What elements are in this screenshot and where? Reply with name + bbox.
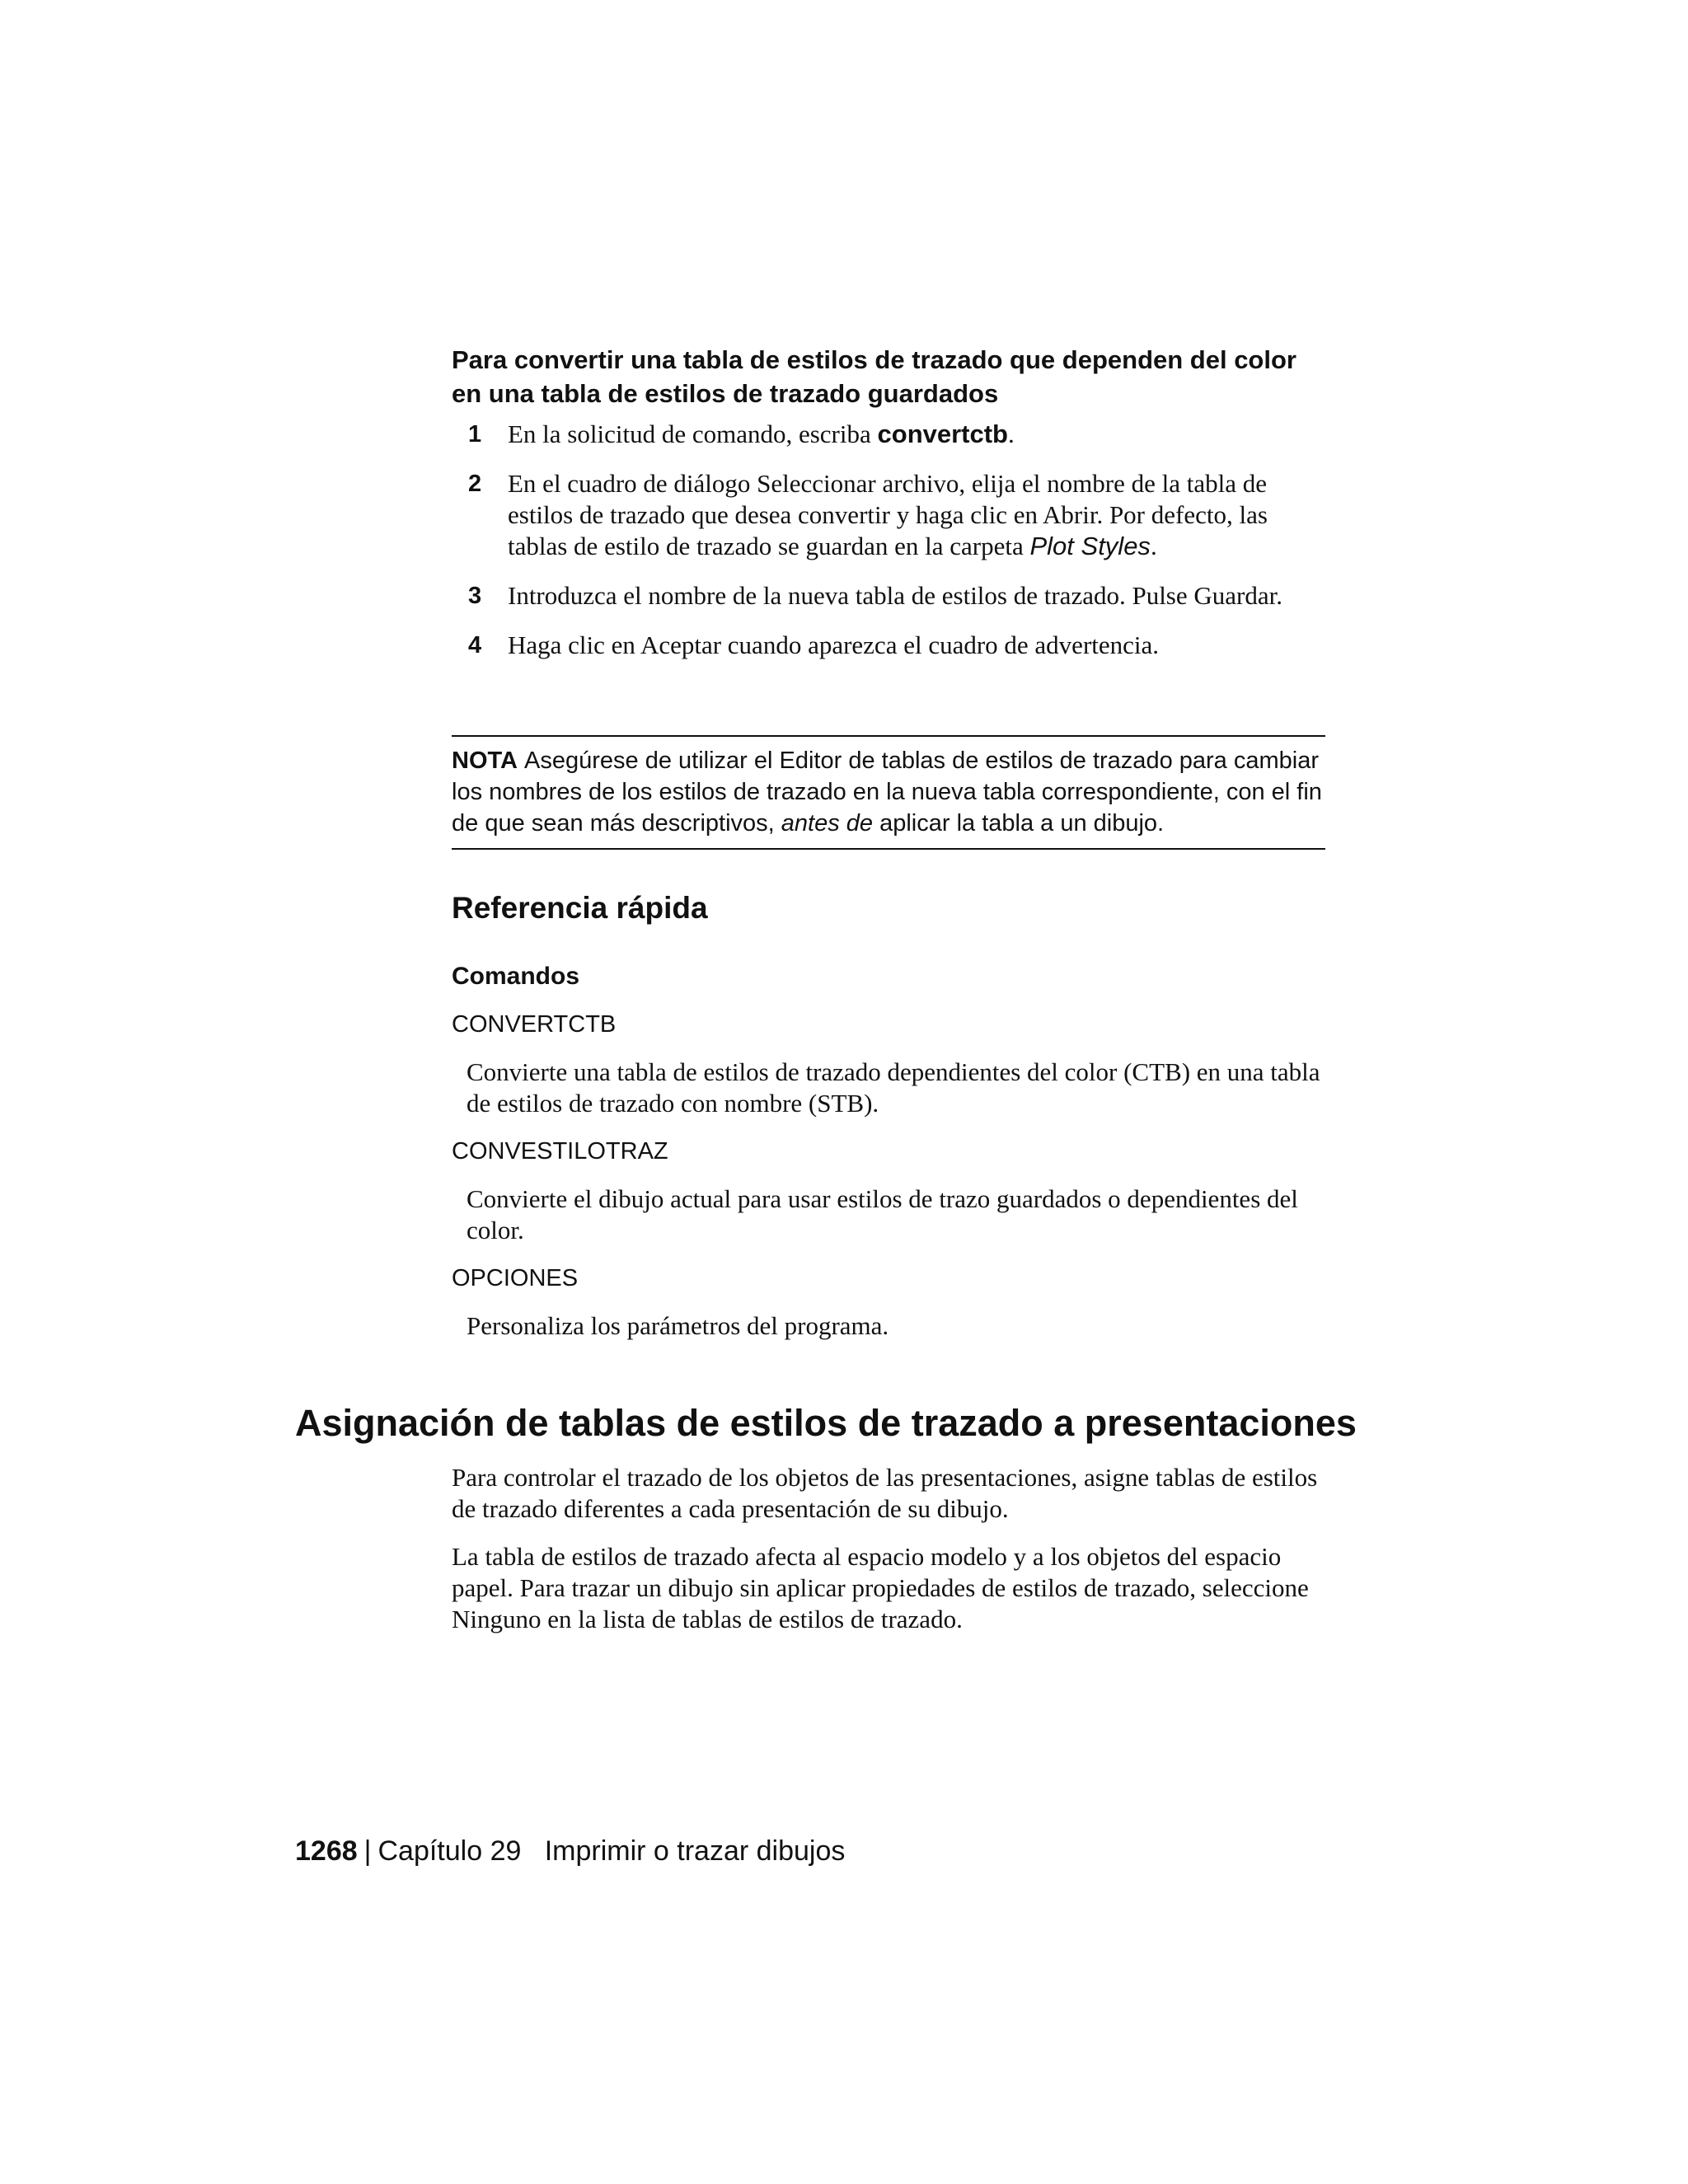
command-name: OPCIONES: [452, 1265, 579, 1291]
procedure-steps: [452, 419, 1325, 679]
step-4: [452, 630, 1325, 661]
folder-name: Plot Styles: [1029, 532, 1151, 560]
command-entry-3: [452, 1263, 1325, 1294]
command-name: CONVESTILOTRAZ: [452, 1138, 668, 1165]
body-paragraph: Para controlar el trazado de los objetos de las presentaciones, asigne tablas de estilos de trazado diferentes a cada presentación de su dibujo.: [452, 1463, 1318, 1523]
command-entry-3-desc: [452, 1310, 1325, 1342]
note-text: Asegúrese de utilizar el Editor de tablas de estilos de trazado para cambiar los nombres de los estilos de trazado en la nueva tabla correspondiente, con el fin de que sean más descriptivos,: [452, 748, 1322, 837]
command-entry-2-desc: [452, 1183, 1325, 1246]
command-description: Personaliza los parámetros del programa.: [467, 1311, 889, 1340]
note-label: NOTA: [452, 748, 518, 774]
command-entry-1: [452, 1009, 1325, 1040]
command-name: convertctb: [877, 419, 1008, 448]
command-entry-2: [452, 1136, 1325, 1167]
note-box: [452, 735, 1325, 850]
step-number: 1: [468, 421, 482, 448]
step-text: En la solicitud de comando, escriba: [508, 419, 878, 448]
step-number: 3: [468, 583, 482, 609]
note-text-end: aplicar la tabla a un dibujo.: [873, 810, 1165, 837]
chapter-title: Imprimir o trazar dibujos: [544, 1835, 846, 1867]
step-number: 4: [468, 632, 482, 658]
chapter-label: Capítulo 29: [377, 1835, 522, 1867]
step-text: En el cuadro de diálogo Seleccionar archivo, elija el nombre de la tabla de estilos de trazado que desea convertir y haga clic en Abrir. Por defecto, las tablas de estilo de trazado se guardan en la carpeta: [508, 469, 1268, 560]
note-emphasis: antes de: [781, 810, 874, 837]
page-number: 1268: [295, 1835, 358, 1867]
footer-separator: |: [363, 1835, 372, 1867]
section-body: [452, 1462, 1325, 1652]
step-text: Introduzca el nombre de la nueva tabla de estilos de trazado. Pulse Guardar.: [508, 581, 1282, 610]
section-heading: Asignación de tablas de estilos de trazado a presentaciones: [295, 1402, 1357, 1444]
step-3: [452, 580, 1325, 612]
step-text: Haga clic en Aceptar cuando aparezca el cuadro de advertencia.: [508, 630, 1160, 659]
command-name: CONVERTCTB: [452, 1011, 617, 1038]
step-text-end: .: [1008, 419, 1015, 448]
step-number: 2: [468, 471, 482, 497]
body-paragraph: La tabla de estilos de trazado afecta al espacio modelo y a los objetos del espacio papel. Para trazar un dibujo sin aplicar propiedades de estilos de trazado, seleccione Ninguno en la lista de tablas de estilos de trazado.: [452, 1542, 1309, 1633]
step-text-end: .: [1150, 532, 1157, 560]
step-2: [452, 468, 1325, 562]
step-1: [452, 419, 1325, 450]
page-footer: [295, 1835, 845, 1868]
command-entry-1-desc: [452, 1057, 1325, 1119]
command-description: Convierte el dibujo actual para usar estilos de trazo guardados o dependientes del color.: [467, 1184, 1298, 1244]
procedure-title: Para convertir una tabla de estilos de trazado que dependen del color en una tabla de estilos de trazado guardados: [452, 345, 1296, 408]
quick-reference-heading: Referencia rápida: [452, 891, 708, 925]
command-description: Convierte una tabla de estilos de trazado dependientes del color (CTB) en una tabla de estilos de trazado con nombre (STB).: [467, 1057, 1320, 1118]
commands-heading: Comandos: [452, 963, 580, 990]
